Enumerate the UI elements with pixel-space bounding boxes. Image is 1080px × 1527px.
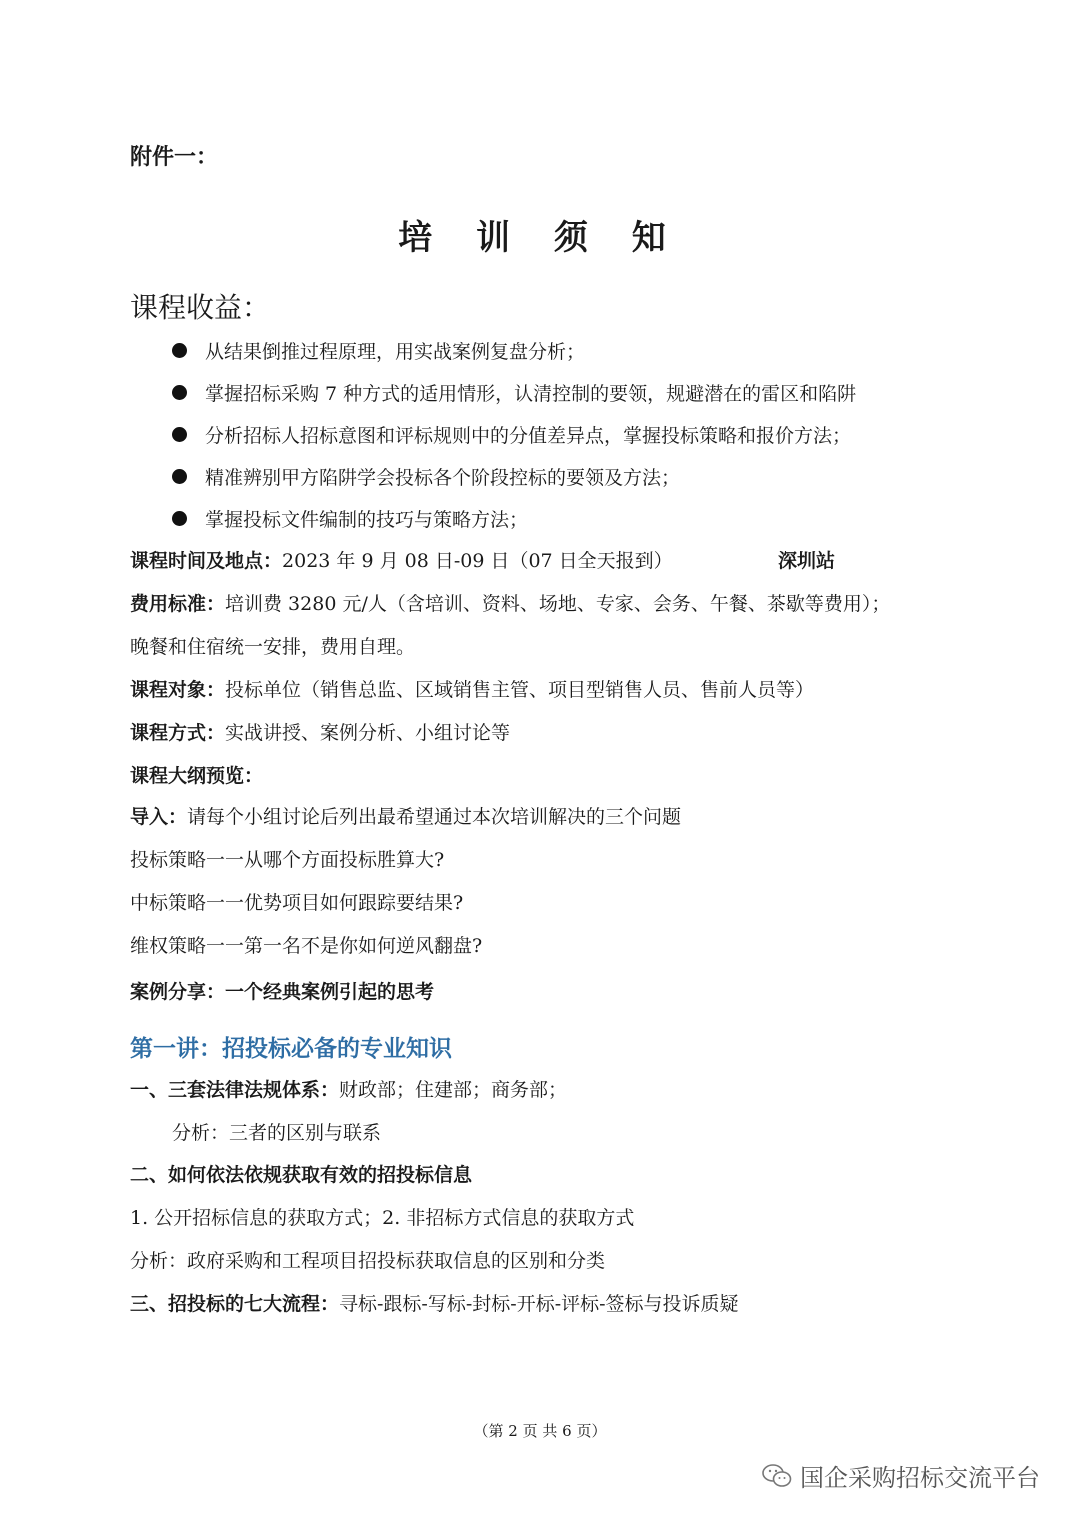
section1-line: 一、三套法律法规体系：财政部；住建部；商务部； bbox=[130, 1079, 568, 1101]
section3-line: 三、招投标的七大流程：寻标-跟标-写标-封标-开标-评标-签标与投诉质疑 bbox=[130, 1293, 739, 1315]
bullet-icon bbox=[172, 469, 187, 484]
time-place-line: 课程时间及地点：2023 年 9 月 08 日-09 日（07 日全天报到） bbox=[130, 550, 673, 572]
page-title: 培 训 须 知 bbox=[398, 218, 682, 258]
benefits-heading: 课程收益： bbox=[130, 291, 271, 324]
method-line: 课程方式：实战讲授、案例分析、小组讨论等 bbox=[130, 722, 511, 744]
bullet-icon bbox=[172, 385, 187, 400]
benefit-item: 从结果倒推过程原理，用实战案例复盘分析； bbox=[172, 337, 585, 364]
bullet-icon bbox=[172, 427, 187, 442]
section1-analysis: 分析：三者的区别与联系 bbox=[172, 1122, 382, 1144]
fee-line: 费用标准：培训费 3280 元/人（含培训、资料、场地、专家、会务、午餐、茶歇等费用）； bbox=[130, 593, 891, 615]
case-share-line: 案例分享：一个经典案例引起的思考 bbox=[130, 981, 435, 1003]
strategy-item: 中标策略一一优势项目如何跟踪要结果? bbox=[130, 892, 464, 914]
wechat-icon bbox=[762, 1463, 792, 1489]
benefit-item: 掌握招标采购 7 种方式的适用情形，认清控制的要领，规避潜在的雷区和陷阱 bbox=[172, 379, 856, 406]
page-footer: （第 2 页 共 6 页） bbox=[473, 1422, 607, 1440]
section2-heading: 二、如何依法依规获取有效的招投标信息 bbox=[130, 1164, 473, 1186]
section2-items: 1. 公开招标信息的获取方式；2. 非招标方式信息的获取方式 bbox=[130, 1207, 635, 1229]
benefit-item: 掌握投标文件编制的技巧与策略方法； bbox=[172, 505, 528, 532]
benefit-item: 精准辨别甲方陷阱学会投标各个阶段控标的要领及方法； bbox=[172, 463, 680, 490]
strategy-item: 投标策略一一从哪个方面投标胜算大? bbox=[130, 849, 445, 871]
strategy-item: 维权策略一一第一名不是你如何逆风翻盘? bbox=[130, 935, 483, 957]
station-label: 深圳站 bbox=[778, 550, 836, 572]
fee-line-2: 晚餐和住宿统一安排，费用自理。 bbox=[130, 636, 416, 658]
audience-line: 课程对象：投标单位（销售总监、区域销售主管、项目型销售人员、售前人员等） bbox=[130, 679, 815, 701]
outline-label: 课程大纲预览： bbox=[130, 765, 264, 787]
bullet-icon bbox=[172, 511, 187, 526]
lecture1-heading: 第一讲：招投标必备的专业知识 bbox=[130, 1035, 452, 1062]
intro-line: 导入：请每个小组讨论后列出最希望通过本次培训解决的三个问题 bbox=[130, 806, 682, 828]
benefit-item: 分析招标人招标意图和评标规则中的分值差异点，掌握投标策略和报价方法； bbox=[172, 421, 851, 448]
attachment-label: 附件一： bbox=[130, 144, 219, 170]
bullet-icon bbox=[172, 343, 187, 358]
watermark: 国企采购招标交流平台 bbox=[762, 1458, 1040, 1493]
section2-analysis: 分析：政府采购和工程项目招投标获取信息的区别和分类 bbox=[130, 1250, 606, 1272]
